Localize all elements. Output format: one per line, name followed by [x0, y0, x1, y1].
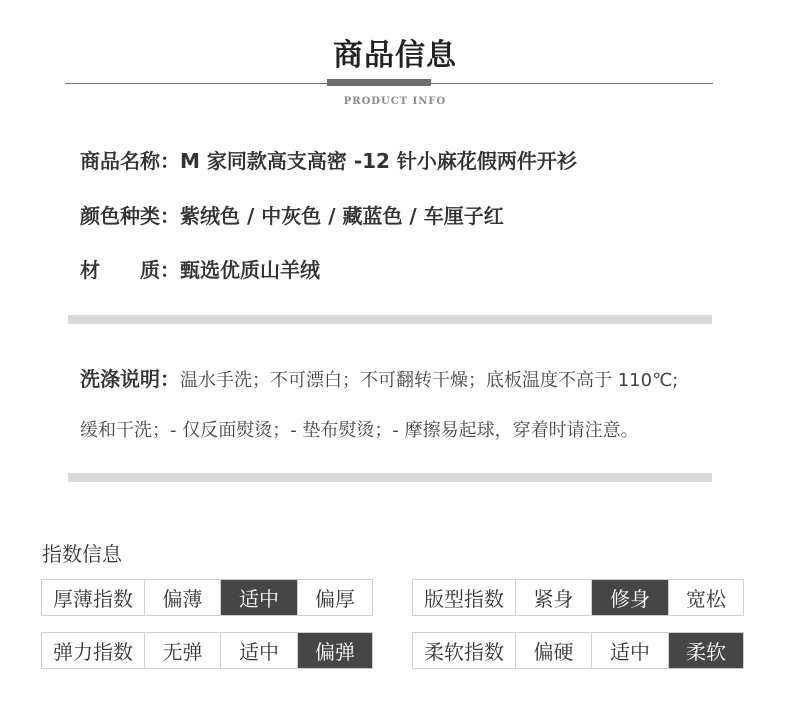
- page-title: 商品信息: [333, 38, 457, 73]
- index-label: 弹力指数: [53, 640, 133, 664]
- product-color-row: [80, 200, 504, 229]
- product-name-label: 商品名称：: [80, 149, 180, 173]
- page-subtitle: PRODUCT INFO: [343, 96, 447, 107]
- index-option: 偏厚: [297, 580, 372, 615]
- section-divider-top: [68, 315, 712, 324]
- index-label: 厚薄指数: [53, 587, 133, 611]
- index-option: 适中: [220, 580, 297, 615]
- index-option: 适中: [591, 633, 668, 668]
- washing-text-1: 温水手洗；不可漂白；不可翻转干燥；底板温度不高于 110℃;: [180, 370, 679, 391]
- fit-index-table: [412, 579, 744, 616]
- softness-index-table: [412, 632, 744, 669]
- washing-text-2: 缓和干洗；- 仅反面熨烫；- 垫布熨烫；- 摩擦易起球，穿着时请注意。: [80, 420, 639, 441]
- product-material-value: 甄选优质山羊绒: [180, 258, 320, 282]
- index-option: 无弹: [144, 633, 220, 668]
- index-option: 适中: [220, 633, 297, 668]
- washing-line-1: [80, 363, 678, 392]
- product-color-label: 颜色种类：: [80, 204, 180, 228]
- index-option: 宽松: [668, 580, 743, 615]
- product-color-value: 紫绒色 / 中灰色 / 藏蓝色 / 车厘子红: [180, 204, 504, 228]
- product-name-value: M 家同款高支高密 -12 针小麻花假两件开衫: [180, 149, 577, 173]
- index-section-title: 指数信息: [42, 542, 122, 566]
- title-accent-bar: [327, 79, 431, 86]
- product-material-label: 材 质：: [80, 258, 180, 282]
- index-option: 柔软: [668, 633, 743, 668]
- product-name-row: [80, 145, 577, 174]
- washing-label: 洗涤说明：: [80, 367, 180, 391]
- index-label: 版型指数: [424, 587, 504, 611]
- index-option: 偏薄: [144, 580, 220, 615]
- washing-line-2: [80, 416, 639, 442]
- thickness-index-table: [41, 579, 373, 616]
- index-option: 紧身: [515, 580, 591, 615]
- product-material-row: [80, 254, 320, 283]
- index-option: 偏弹: [297, 633, 372, 668]
- index-label: 柔软指数: [424, 640, 504, 664]
- elasticity-index-table: [41, 632, 373, 669]
- section-divider-bottom: [68, 473, 712, 482]
- index-option: 修身: [591, 580, 668, 615]
- index-option: 偏硬: [515, 633, 591, 668]
